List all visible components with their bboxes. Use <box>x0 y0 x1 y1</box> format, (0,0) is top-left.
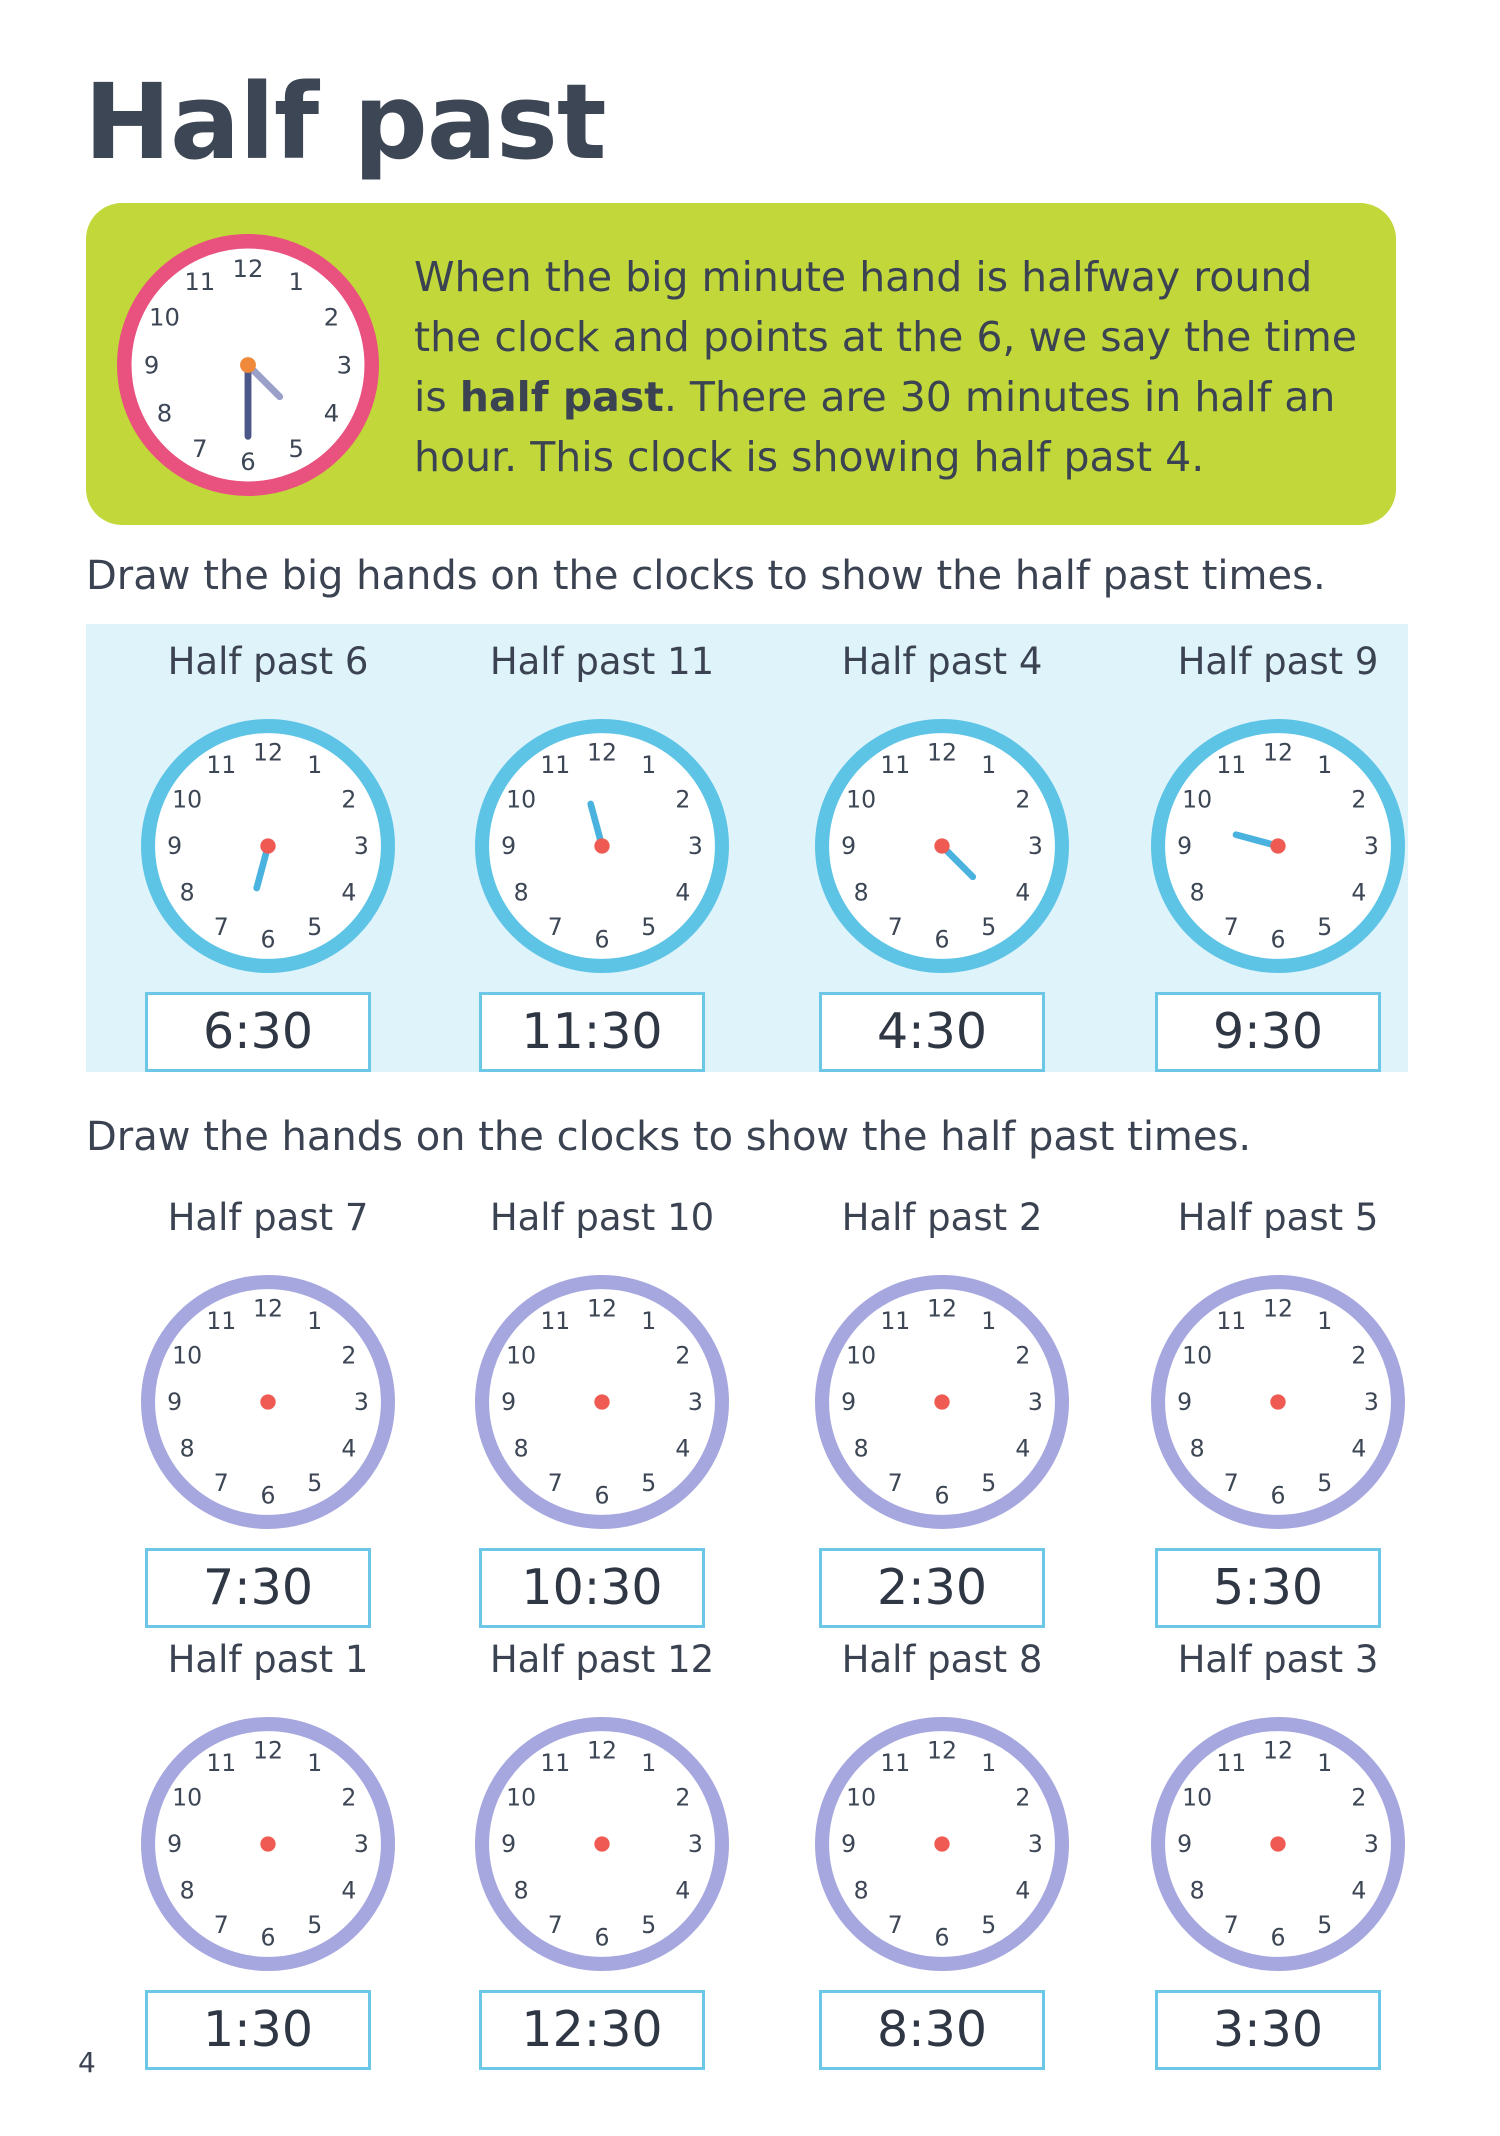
clock-number: 8 <box>513 1434 529 1463</box>
clock-number: 2 <box>1015 785 1031 814</box>
clock-number: 10 <box>172 785 203 814</box>
clock-number: 8 <box>1189 1876 1205 1905</box>
exercise-cell <box>434 1638 770 2058</box>
clock-number: 12 <box>253 738 283 767</box>
clock-number: 4 <box>323 398 340 428</box>
exercise-cell <box>774 640 1110 1060</box>
clock-number: 4 <box>1015 1434 1031 1463</box>
clock-number: 2 <box>675 785 691 814</box>
clock-number: 5 <box>641 1468 657 1497</box>
clock-number: 10 <box>1182 1341 1213 1370</box>
clock-number: 5 <box>1317 912 1333 941</box>
clock-number: 11 <box>540 751 571 780</box>
exercise-cell <box>434 640 770 1060</box>
clock-number: 5 <box>981 1910 997 1939</box>
clock-number: 11 <box>880 1307 911 1336</box>
clock-number: 4 <box>675 878 691 907</box>
clock-number: 10 <box>506 1341 537 1370</box>
intro-text-part-1: When the big minute hand is halfway round the clock and points at the 6, we say the time is <box>414 253 1357 421</box>
clock-face[interactable] <box>474 1716 730 1972</box>
clock-number: 5 <box>307 912 323 941</box>
clock-face[interactable] <box>814 1716 1070 1972</box>
clock-face[interactable] <box>1150 1716 1406 1972</box>
center-dot <box>594 1836 609 1851</box>
clock-number: 7 <box>1223 912 1239 941</box>
clock-number: 3 <box>687 1388 703 1416</box>
clock-number: 1 <box>288 267 304 296</box>
center-dot <box>1270 1836 1285 1851</box>
clock-number: 6 <box>1270 1481 1286 1510</box>
clock-number: 11 <box>1216 1749 1247 1778</box>
clock-number: 4 <box>1015 878 1031 907</box>
clock-label: Half past 7 <box>167 1196 369 1239</box>
clock-number: 9 <box>501 1388 517 1416</box>
clock-face[interactable] <box>140 1274 396 1530</box>
clock-number: 8 <box>513 1876 529 1905</box>
clock-label: Half past 1 <box>167 1638 369 1681</box>
exercise-cell <box>100 640 436 1060</box>
clock-number: 4 <box>341 1876 357 1905</box>
clock-number: 3 <box>1027 1830 1043 1858</box>
clock-number: 2 <box>675 1783 691 1812</box>
clock-number: 1 <box>981 751 997 780</box>
clock-number: 2 <box>341 1783 357 1812</box>
clock-label: Half past 6 <box>167 640 369 683</box>
clock-label: Half past 9 <box>1177 640 1379 683</box>
clock-number: 8 <box>156 398 173 428</box>
center-dot <box>934 1836 949 1851</box>
clock-label: Half past 3 <box>1177 1638 1379 1681</box>
clock-number: 6 <box>934 1481 950 1510</box>
clock-number: 2 <box>1351 1783 1367 1812</box>
clock-number: 3 <box>336 350 353 380</box>
clock-number: 3 <box>687 1830 703 1858</box>
clock-face[interactable] <box>814 718 1070 974</box>
page-title: Half past <box>84 61 606 183</box>
exercise-cell <box>100 1196 436 1616</box>
clock-number: 4 <box>341 878 357 907</box>
clock-number: 6 <box>594 1481 610 1510</box>
clock-number: 7 <box>213 912 229 941</box>
clock-number: 9 <box>841 832 857 860</box>
intro-text-part-2: . There are 30 minutes in half an hour. This clock is showing half past 4. <box>414 373 1336 481</box>
clock-number: 5 <box>981 912 997 941</box>
clock-number: 4 <box>675 1876 691 1905</box>
clock-number: 10 <box>172 1341 203 1370</box>
exercise-cell <box>774 1196 1110 1616</box>
clock-number: 9 <box>143 350 160 380</box>
clock-number: 12 <box>587 1736 617 1765</box>
clock-number: 5 <box>1317 1910 1333 1939</box>
clock-number: 6 <box>260 1481 276 1510</box>
exercise-cell <box>434 1196 770 1616</box>
clock-number: 5 <box>1317 1468 1333 1497</box>
clock-number: 12 <box>927 1736 957 1765</box>
time-answer-box[interactable]: 6:30 <box>145 992 371 1072</box>
clock-number: 2 <box>341 785 357 814</box>
clock-number: 11 <box>1216 1307 1247 1336</box>
clock-number: 12 <box>587 1294 617 1323</box>
clock-number: 8 <box>853 1876 869 1905</box>
clock-label: Half past 4 <box>841 640 1043 683</box>
clock-number: 5 <box>288 434 304 463</box>
clock-number: 2 <box>323 302 340 332</box>
clock-number: 4 <box>675 1434 691 1463</box>
clock-number: 6 <box>934 925 950 954</box>
clock-number: 3 <box>687 832 703 860</box>
time-answer-box[interactable]: 4:30 <box>819 992 1045 1072</box>
clock-number: 9 <box>501 832 517 860</box>
clock-number: 8 <box>853 1434 869 1463</box>
clock-number: 11 <box>880 751 911 780</box>
intro-text <box>414 247 1374 487</box>
time-answer-box[interactable]: 8:30 <box>819 1990 1045 2070</box>
center-dot <box>260 1836 275 1851</box>
clock-number: 9 <box>1177 832 1193 860</box>
center-dot <box>1270 1394 1285 1409</box>
time-answer-box[interactable]: 3:30 <box>1155 1990 1381 2070</box>
clock-number: 2 <box>1351 785 1367 814</box>
clock-number: 8 <box>1189 1434 1205 1463</box>
clock-number: 7 <box>1223 1468 1239 1497</box>
clock-number: 3 <box>1027 1388 1043 1416</box>
clock-number: 10 <box>149 302 180 332</box>
clock-number: 4 <box>1351 1876 1367 1905</box>
clock-number: 9 <box>167 1388 183 1416</box>
clock-face[interactable] <box>474 1274 730 1530</box>
time-answer-box[interactable]: 7:30 <box>145 1548 371 1628</box>
clock-number: 3 <box>353 1388 369 1416</box>
clock-number: 2 <box>675 1341 691 1370</box>
clock-number: 12 <box>1263 738 1293 767</box>
intro-text-bold: half past <box>459 373 664 421</box>
clock-label: Half past 10 <box>489 1196 715 1239</box>
clock-number: 5 <box>641 912 657 941</box>
page-number: 4 <box>78 2046 96 2079</box>
intro-clock <box>116 233 380 497</box>
clock-number: 7 <box>1223 1910 1239 1939</box>
center-dot <box>1270 838 1285 853</box>
clock-number: 9 <box>167 832 183 860</box>
time-answer-box[interactable]: 2:30 <box>819 1548 1045 1628</box>
clock-number: 8 <box>513 878 529 907</box>
clock-number: 11 <box>540 1307 571 1336</box>
clock-label: Half past 2 <box>841 1196 1043 1239</box>
clock-number: 11 <box>206 1749 237 1778</box>
clock-number: 9 <box>1177 1388 1193 1416</box>
clock-number: 10 <box>846 1341 877 1370</box>
clock-number: 12 <box>232 254 264 284</box>
intro-panel <box>86 203 1396 525</box>
time-answer-box[interactable]: 11:30 <box>479 992 705 1072</box>
clock-number: 11 <box>206 751 237 780</box>
clock-number: 7 <box>213 1910 229 1939</box>
clock-number: 3 <box>1363 832 1379 860</box>
clock-number: 6 <box>594 925 610 954</box>
exercise-cell <box>1110 1196 1446 1616</box>
clock-number: 10 <box>846 785 877 814</box>
clock-number: 9 <box>501 1830 517 1858</box>
exercise-cell <box>774 1638 1110 2058</box>
clock-number: 2 <box>341 1341 357 1370</box>
clock-number: 12 <box>1263 1736 1293 1765</box>
exercise-cell <box>100 1638 436 2058</box>
clock-number: 11 <box>206 1307 237 1336</box>
clock-number: 12 <box>587 738 617 767</box>
time-answer-box[interactable]: 10:30 <box>479 1548 705 1628</box>
clock-number: 11 <box>540 1749 571 1778</box>
time-answer-box[interactable]: 1:30 <box>145 1990 371 2070</box>
clock-number: 2 <box>1015 1783 1031 1812</box>
clock-number: 1 <box>307 751 323 780</box>
clock-number: 1 <box>307 1749 323 1778</box>
clock-label: Half past 8 <box>841 1638 1043 1681</box>
clock-face[interactable] <box>140 1716 396 1972</box>
center-dot <box>240 357 256 373</box>
time-answer-box[interactable]: 9:30 <box>1155 992 1381 1072</box>
clock-number: 8 <box>1189 878 1205 907</box>
clock-number: 4 <box>1015 1876 1031 1905</box>
clock-number: 3 <box>1363 1388 1379 1416</box>
clock-number: 12 <box>927 738 957 767</box>
center-dot <box>594 1394 609 1409</box>
clock-number: 7 <box>547 912 563 941</box>
instruction-big-hands: Draw the big hands on the clocks to show the half past times. <box>86 553 1326 599</box>
clock-face[interactable] <box>140 718 396 974</box>
clock-number: 1 <box>641 751 657 780</box>
clock-number: 10 <box>172 1783 203 1812</box>
clock-number: 3 <box>353 1830 369 1858</box>
clock-number: 6 <box>1270 925 1286 954</box>
clock-number: 12 <box>927 1294 957 1323</box>
clock-number: 6 <box>260 1923 276 1952</box>
clock-number: 5 <box>307 1910 323 1939</box>
clock-number: 4 <box>1351 878 1367 907</box>
clock-number: 11 <box>184 267 216 296</box>
clock-number: 6 <box>1270 1923 1286 1952</box>
time-answer-box[interactable]: 12:30 <box>479 1990 705 2070</box>
clock-number: 1 <box>981 1307 997 1336</box>
clock-number: 9 <box>841 1388 857 1416</box>
clock-number: 10 <box>846 1783 877 1812</box>
exercise-cell <box>1110 1638 1446 2058</box>
clock-number: 6 <box>240 446 256 476</box>
clock-number: 3 <box>1363 1830 1379 1858</box>
center-dot <box>594 838 609 853</box>
clock-number: 1 <box>641 1749 657 1778</box>
clock-number: 8 <box>179 1876 195 1905</box>
clock-number: 9 <box>1177 1830 1193 1858</box>
clock-number: 1 <box>1317 751 1333 780</box>
clock-face[interactable] <box>1150 1274 1406 1530</box>
clock-number: 8 <box>853 878 869 907</box>
clock-label: Half past 11 <box>489 640 715 683</box>
clock-number: 9 <box>841 1830 857 1858</box>
clock-number: 10 <box>506 1783 537 1812</box>
clock-number: 8 <box>179 878 195 907</box>
clock-number: 10 <box>506 785 537 814</box>
clock-number: 1 <box>307 1307 323 1336</box>
clock-number: 7 <box>547 1910 563 1939</box>
clock-number: 7 <box>887 1468 903 1497</box>
clock-number: 4 <box>341 1434 357 1463</box>
clock-number: 3 <box>1027 832 1043 860</box>
clock-number: 12 <box>253 1736 283 1765</box>
center-dot <box>934 838 949 853</box>
clock-number: 7 <box>213 1468 229 1497</box>
clock-number: 12 <box>1263 1294 1293 1323</box>
clock-number: 10 <box>1182 1783 1213 1812</box>
clock-number: 9 <box>167 1830 183 1858</box>
clock-number: 1 <box>1317 1307 1333 1336</box>
clock-label: Half past 12 <box>489 1638 715 1681</box>
clock-face[interactable] <box>814 1274 1070 1530</box>
clock-face[interactable] <box>474 718 730 974</box>
clock-number: 6 <box>934 1923 950 1952</box>
clock-number: 2 <box>1015 1341 1031 1370</box>
clock-number: 7 <box>547 1468 563 1497</box>
clock-number: 11 <box>880 1749 911 1778</box>
clock-number: 5 <box>307 1468 323 1497</box>
clock-number: 8 <box>179 1434 195 1463</box>
clock-number: 7 <box>192 434 208 463</box>
clock-number: 1 <box>981 1749 997 1778</box>
exercise-cell <box>1110 640 1446 1060</box>
clock-face[interactable] <box>1150 718 1406 974</box>
clock-number: 1 <box>641 1307 657 1336</box>
clock-number: 6 <box>260 925 276 954</box>
center-dot <box>260 1394 275 1409</box>
clock-number: 6 <box>594 1923 610 1952</box>
clock-number: 12 <box>253 1294 283 1323</box>
center-dot <box>260 838 275 853</box>
clock-number: 1 <box>1317 1749 1333 1778</box>
exercise-panel-1 <box>86 624 1408 1072</box>
clock-number: 4 <box>1351 1434 1367 1463</box>
time-answer-box[interactable]: 5:30 <box>1155 1548 1381 1628</box>
clock-number: 2 <box>1351 1341 1367 1370</box>
instruction-all-hands: Draw the hands on the clocks to show the half past times. <box>86 1114 1252 1160</box>
clock-number: 5 <box>981 1468 997 1497</box>
clock-number: 11 <box>1216 751 1247 780</box>
clock-number: 10 <box>1182 785 1213 814</box>
clock-number: 3 <box>353 832 369 860</box>
center-dot <box>934 1394 949 1409</box>
clock-number: 7 <box>887 1910 903 1939</box>
clock-label: Half past 5 <box>1177 1196 1379 1239</box>
clock-number: 5 <box>641 1910 657 1939</box>
clock-number: 7 <box>887 912 903 941</box>
